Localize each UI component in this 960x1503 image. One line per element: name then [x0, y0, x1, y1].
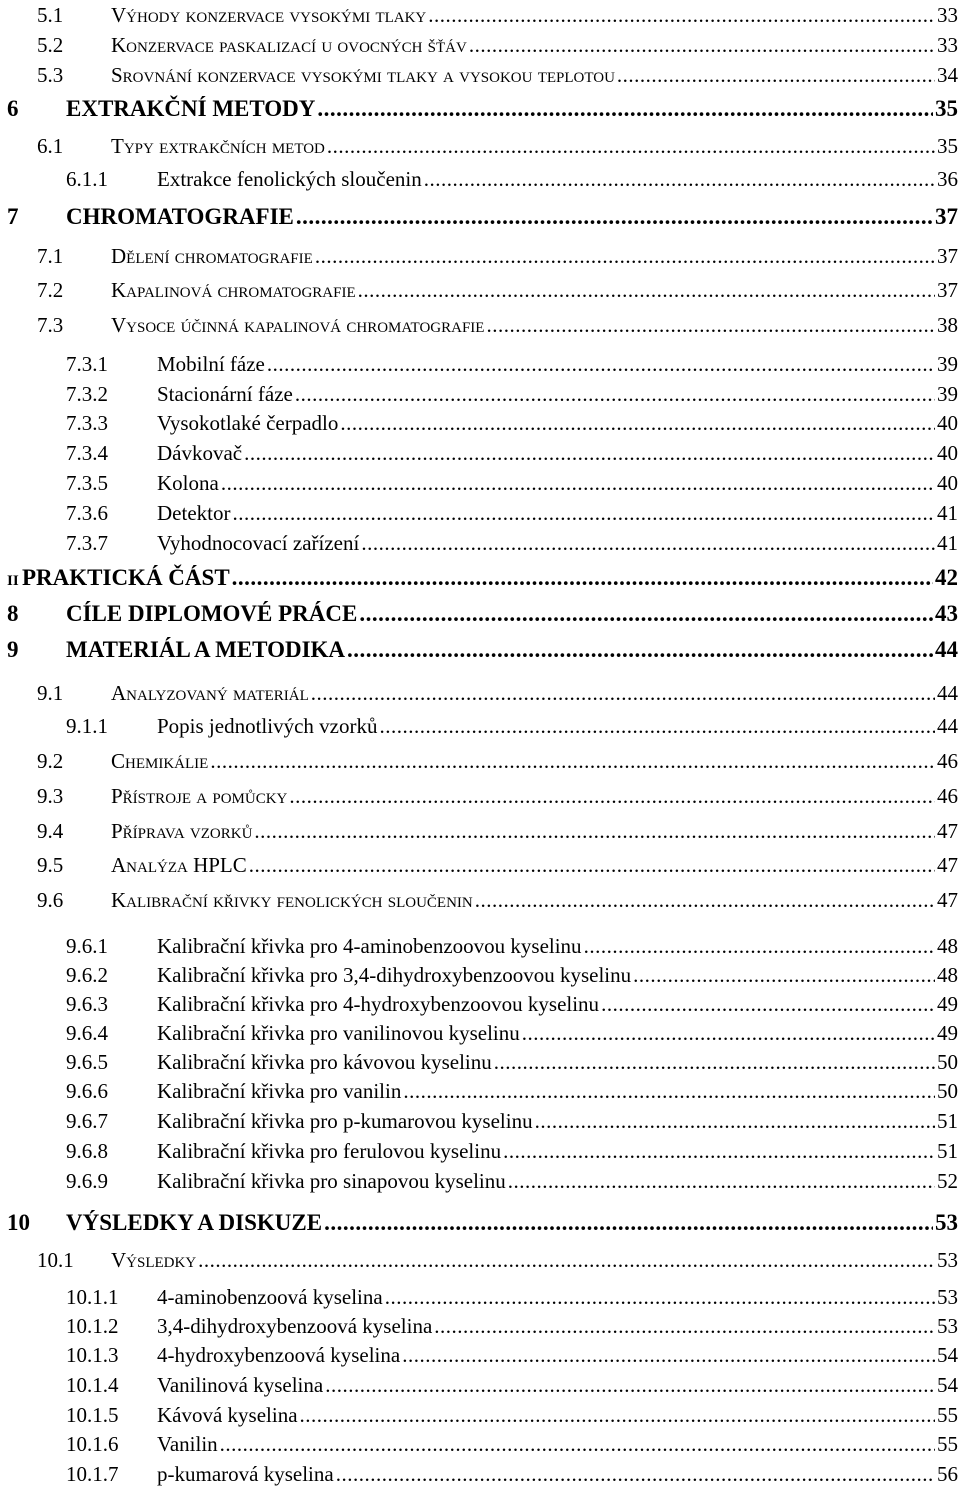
toc-entry-page: 55: [937, 1432, 958, 1456]
toc-entry-number: 5.2: [37, 33, 64, 57]
toc-entry-page: 52: [937, 1169, 958, 1193]
toc-dot-leader: [475, 887, 935, 913]
toc-entry-page: 35: [937, 134, 958, 158]
toc-dot-leader: [347, 637, 933, 663]
toc-entry[interactable]: [0, 1342, 958, 1368]
toc-entry-page: 46: [937, 784, 958, 808]
toc-entry-page: 39: [937, 352, 958, 376]
toc-entry-title: Výsledky: [111, 1248, 197, 1272]
toc-entry-page: 48: [937, 963, 958, 987]
toc-entry-page: 53: [937, 1314, 958, 1338]
toc-dot-leader: [486, 312, 935, 338]
toc-entry[interactable]: [0, 601, 958, 627]
toc-entry-page: 44: [935, 637, 958, 662]
toc-dot-leader: [336, 1461, 935, 1487]
toc-entry[interactable]: [0, 1138, 958, 1164]
toc-entry-title: 4-aminobenzoová kyselina: [157, 1285, 383, 1309]
toc-entry[interactable]: [0, 440, 958, 466]
toc-entry-number: 10.1.4: [66, 1373, 119, 1397]
toc-entry[interactable]: [0, 32, 958, 58]
toc-entry-number: 9.6.3: [66, 992, 108, 1016]
toc-entry-page: 55: [937, 1403, 958, 1427]
toc-entry-number: 5.1: [37, 3, 64, 27]
toc-entry-page: 47: [937, 853, 958, 877]
toc-entry[interactable]: [0, 62, 958, 88]
toc-entry-number: 9.4: [37, 819, 64, 843]
toc-entry[interactable]: [0, 1431, 958, 1457]
toc-entry-page: 49: [937, 992, 958, 1016]
toc-entry-title: Stacionární fáze: [157, 382, 293, 406]
toc-dot-leader: [522, 1020, 935, 1046]
toc-entry[interactable]: [0, 783, 958, 809]
toc-entry-page: 49: [937, 1021, 958, 1045]
toc-dot-leader: [424, 166, 935, 192]
toc-entry-number: 9.6.7: [66, 1109, 108, 1133]
toc-entry-number: 10.1.1: [66, 1285, 119, 1309]
toc-entry-title: Analýza HPLC: [111, 853, 247, 877]
toc-dot-leader: [232, 565, 933, 591]
toc-entry-title: Kávová kyselina: [157, 1403, 298, 1427]
toc-entry-page: 37: [937, 244, 958, 268]
toc-entry[interactable]: [0, 818, 958, 844]
toc-dot-leader: [385, 1284, 935, 1310]
toc-entry[interactable]: [0, 748, 958, 774]
toc-dot-leader: [221, 470, 935, 496]
toc-entry-number: 9: [7, 637, 19, 662]
toc-entry-page: 43: [935, 601, 958, 626]
toc-entry-title: Vysoce účinná kapalinová chromatografie: [111, 313, 485, 337]
toc-entry-number: 9.2: [37, 749, 64, 773]
toc-entry-title: CHROMATOGRAFIE: [66, 204, 294, 229]
toc-entry-title: p-kumarová kyselina: [157, 1462, 334, 1486]
toc-entry-page: 40: [937, 411, 958, 435]
toc-dot-leader: [428, 2, 935, 28]
toc-entry-title: 3,4-dihydroxybenzoová kyselina: [157, 1314, 433, 1338]
toc-dot-leader: [220, 1431, 935, 1457]
toc-entry[interactable]: [0, 962, 958, 988]
toc-dot-leader: [617, 62, 935, 88]
toc-dot-leader: [198, 1247, 935, 1273]
toc-dot-leader: [434, 1313, 935, 1339]
toc-entry[interactable]: [0, 133, 958, 159]
toc-entry-title: Přístroje a pomůcky: [111, 784, 288, 808]
toc-entry-number: 9.6.2: [66, 963, 108, 987]
toc-entry[interactable]: [0, 470, 958, 496]
toc-entry-title: Kalibrační křivka pro kávovou kyselinu: [157, 1050, 492, 1074]
toc-dot-leader: [494, 1049, 935, 1075]
toc-entry-title: Typy extrakčních metod: [111, 134, 325, 158]
toc-entry-title: Kalibrační křivka pro 4-aminobenzoovou kyselinu: [157, 934, 582, 958]
toc-entry-number: 7.2: [37, 278, 64, 302]
toc-dot-leader: [317, 96, 933, 122]
toc-entry-title: Dávkovač: [157, 441, 243, 465]
toc-entry-number: 10.1.6: [66, 1432, 119, 1456]
toc-entry-title: PRAKTICKÁ ČÁST: [22, 565, 230, 590]
toc-entry-page: 56: [937, 1462, 958, 1486]
toc-entry[interactable]: [0, 1247, 958, 1273]
toc-entry-page: 54: [937, 1343, 958, 1367]
toc-entry-title: Vyhodnocovací zařízení: [157, 531, 360, 555]
toc-entry-number: 9.6.4: [66, 1021, 108, 1045]
toc-dot-leader: [508, 1168, 935, 1194]
toc-dot-leader: [358, 277, 935, 303]
toc-entry-page: 53: [937, 1248, 958, 1272]
toc-entry-number: 9.1: [37, 681, 64, 705]
toc-entry-title: Dělení chromatografie: [111, 244, 313, 268]
toc-entry[interactable]: [0, 565, 958, 594]
toc-entry[interactable]: [0, 887, 958, 913]
toc-entry-page: 37: [937, 278, 958, 302]
toc-entry[interactable]: [0, 1461, 958, 1487]
toc-entry-number: 7.3.7: [66, 531, 108, 555]
toc-entry-page: 54: [937, 1373, 958, 1397]
toc-entry[interactable]: [0, 1372, 958, 1398]
toc-entry-title: Detektor: [157, 501, 231, 525]
toc-entry-title: EXTRAKČNÍ METODY: [66, 96, 316, 121]
toc-entry-number: 5.3: [37, 63, 64, 87]
toc-entry-page: 51: [937, 1109, 958, 1133]
toc-entry-number: 7: [7, 204, 19, 229]
toc-entry-title: Chemikálie: [111, 749, 209, 773]
toc-entry[interactable]: [0, 243, 958, 269]
toc-entry[interactable]: [0, 1168, 958, 1194]
toc-entry-page: 36: [937, 167, 958, 191]
toc-entry-page: 35: [935, 96, 958, 121]
toc-entry-number: 9.6.1: [66, 934, 108, 958]
toc-entry-number: 8: [7, 601, 19, 626]
toc-entry-number: 7.3.3: [66, 411, 108, 435]
toc-entry-number: 7.3.4: [66, 441, 108, 465]
toc-entry-title: Vysokotlaké čerpadlo: [157, 411, 339, 435]
toc-entry[interactable]: [0, 1078, 958, 1104]
toc-entry[interactable]: [0, 637, 958, 663]
toc-dot-leader: [210, 748, 935, 774]
toc-entry-number: 9.5: [37, 853, 64, 877]
toc-entry-number: 6.1.1: [66, 167, 108, 191]
toc-entry-title: VÝSLEDKY A DISKUZE: [66, 1210, 323, 1235]
toc-entry-number: 10.1: [37, 1248, 74, 1272]
toc-entry-page: 40: [937, 441, 958, 465]
toc-dot-leader: [359, 601, 933, 627]
toc-entry-page: 37: [935, 204, 958, 229]
toc-entry-number: 9.6.8: [66, 1139, 108, 1163]
toc-entry-title: CÍLE DIPLOMOVÉ PRÁCE: [66, 601, 358, 626]
toc-entry-number: 7.3: [37, 313, 64, 337]
toc-entry-number: 9.6: [37, 888, 64, 912]
toc-entry[interactable]: [0, 713, 958, 739]
toc-entry-number: 9.1.1: [66, 714, 108, 738]
toc-dot-leader: [535, 1108, 935, 1134]
toc-dot-leader: [267, 351, 935, 377]
toc-entry-title: Konzervace paskalizací u ovocných šťáv: [111, 33, 467, 57]
toc-entry-title: Kalibrační křivka pro sinapovou kyselinu: [157, 1169, 506, 1193]
toc-entry-number: 9.6.6: [66, 1079, 108, 1103]
toc-dot-leader: [324, 1210, 933, 1236]
toc-entry-page: 53: [937, 1285, 958, 1309]
toc-entry[interactable]: [0, 1313, 958, 1339]
toc-entry-title: Příprava vzorků: [111, 819, 253, 843]
toc-dot-leader: [300, 1402, 935, 1428]
toc-dot-leader: [601, 991, 935, 1017]
toc-entry-title: Kalibrační křivka pro 3,4-dihydroxybenzoovou kyselinu: [157, 963, 632, 987]
toc-entry[interactable]: [0, 166, 958, 192]
toc-dot-leader: [254, 818, 935, 844]
toc-entry[interactable]: [0, 530, 958, 556]
toc-dot-leader: [244, 440, 935, 466]
toc-entry-page: 53: [935, 1210, 958, 1235]
toc-entry-page: 47: [937, 888, 958, 912]
toc-dot-leader: [311, 680, 935, 706]
toc-entry-number: 7.3.6: [66, 501, 108, 525]
toc-entry-page: 41: [937, 531, 958, 555]
toc-entry-page: 33: [937, 3, 958, 27]
toc-entry-title: Kolona: [157, 471, 219, 495]
toc-entry-title: 4-hydroxybenzoová kyselina: [157, 1343, 401, 1367]
toc-entry-page: 47: [937, 819, 958, 843]
toc-entry[interactable]: [0, 852, 958, 878]
toc-entry[interactable]: [0, 351, 958, 377]
toc-entry-page: 42: [935, 565, 958, 590]
toc-entry-page: 44: [937, 714, 958, 738]
toc-dot-leader: [340, 410, 935, 436]
toc-dot-leader: [327, 133, 935, 159]
toc-entry-title: Kalibrační křivky fenolických sloučenin: [111, 888, 473, 912]
toc-dot-leader: [469, 32, 935, 58]
toc-entry-number: 10.1.2: [66, 1314, 119, 1338]
toc-entry-title: Mobilní fáze: [157, 352, 265, 376]
toc-entry-page: 33: [937, 33, 958, 57]
toc-entry[interactable]: [0, 1284, 958, 1310]
toc-entry-page: 50: [937, 1050, 958, 1074]
toc-entry-number: 9.6.5: [66, 1050, 108, 1074]
toc-dot-leader: [402, 1342, 935, 1368]
toc-entry[interactable]: [0, 1020, 958, 1046]
toc-entry-page: 51: [937, 1139, 958, 1163]
toc-entry-page: 48: [937, 934, 958, 958]
toc-entry-page: 41: [937, 501, 958, 525]
toc-entry-title: Vanilinová kyselina: [157, 1373, 324, 1397]
toc-entry[interactable]: [0, 2, 958, 28]
toc-dot-leader: [633, 962, 935, 988]
toc-dot-leader: [249, 852, 935, 878]
toc-entry-page: 46: [937, 749, 958, 773]
toc-dot-leader: [232, 500, 935, 526]
toc-entry-title: Vanilin: [157, 1432, 218, 1456]
toc-entry-title: Kalibrační křivka pro vanilin: [157, 1079, 402, 1103]
toc-entry-page: 34: [937, 63, 958, 87]
toc-entry[interactable]: [0, 933, 958, 959]
toc-entry-page: 50: [937, 1079, 958, 1103]
toc-entry[interactable]: [0, 1049, 958, 1075]
toc-entry[interactable]: [0, 277, 958, 303]
toc-entry-number: 10.1.7: [66, 1462, 119, 1486]
toc-entry-number: II: [7, 573, 19, 589]
toc-entry-page: 38: [937, 313, 958, 337]
toc-entry-page: 39: [937, 382, 958, 406]
toc-dot-leader: [315, 243, 935, 269]
toc-entry-number: 7.3.1: [66, 352, 108, 376]
toc-entry-number: 9.6.9: [66, 1169, 108, 1193]
toc-dot-leader: [361, 530, 935, 556]
toc-entry-number: 10.1.3: [66, 1343, 119, 1367]
toc-entry[interactable]: [0, 1402, 958, 1428]
toc-entry-title: Kalibrační křivka pro p-kumarovou kyselinu: [157, 1109, 533, 1133]
toc-entry[interactable]: [0, 410, 958, 436]
toc-entry[interactable]: [0, 96, 958, 122]
toc-entry-number: 9.3: [37, 784, 64, 808]
toc-entry-number: 10: [7, 1210, 30, 1235]
toc-entry-title: Kalibrační křivka pro 4-hydroxybenzoovou kyselinu: [157, 992, 600, 1016]
toc-dot-leader: [379, 713, 935, 739]
toc-entry-number: 7.3.5: [66, 471, 108, 495]
toc-entry-page: 40: [937, 471, 958, 495]
toc-entry-number: 10.1.5: [66, 1403, 119, 1427]
toc-entry-number: 6.1: [37, 134, 64, 158]
toc-entry-number: 6: [7, 96, 19, 121]
toc-entry-title: Popis jednotlivých vzorků: [157, 714, 378, 738]
toc-dot-leader: [325, 1372, 935, 1398]
toc-entry[interactable]: [0, 991, 958, 1017]
toc-entry-number: 7.3.2: [66, 382, 108, 406]
toc-entry[interactable]: [0, 312, 958, 338]
toc-dot-leader: [296, 204, 933, 230]
toc-entry[interactable]: [0, 1210, 958, 1236]
toc-dot-leader: [289, 783, 935, 809]
toc-entry-title: Srovnání konzervace vysokými tlaky a vysokou teplotou: [111, 63, 615, 87]
toc-dot-leader: [584, 933, 935, 959]
toc-entry-title: Kapalinová chromatografie: [111, 278, 356, 302]
toc-entry[interactable]: [0, 381, 958, 407]
toc-entry-title: MATERIÁL A METODIKA: [66, 637, 346, 662]
toc-entry-title: Analyzovaný materiál: [111, 681, 309, 705]
toc-entry-title: Extrakce fenolických sloučenin: [157, 167, 422, 191]
toc-entry[interactable]: [0, 500, 958, 526]
toc-entry-title: Kalibrační křivka pro vanilinovou kyselinu: [157, 1021, 520, 1045]
toc-dot-leader: [403, 1078, 935, 1104]
toc-entry[interactable]: [0, 680, 958, 706]
toc-entry[interactable]: [0, 204, 958, 230]
toc-entry[interactable]: [0, 1108, 958, 1134]
toc-dot-leader: [503, 1138, 935, 1164]
toc-entry-page: 44: [937, 681, 958, 705]
toc-entry-title: Kalibrační křivka pro ferulovou kyselinu: [157, 1139, 502, 1163]
toc-dot-leader: [295, 381, 935, 407]
toc-entry-number: 7.1: [37, 244, 64, 268]
toc-entry-title: Výhody konzervace vysokými tlaky: [111, 3, 427, 27]
